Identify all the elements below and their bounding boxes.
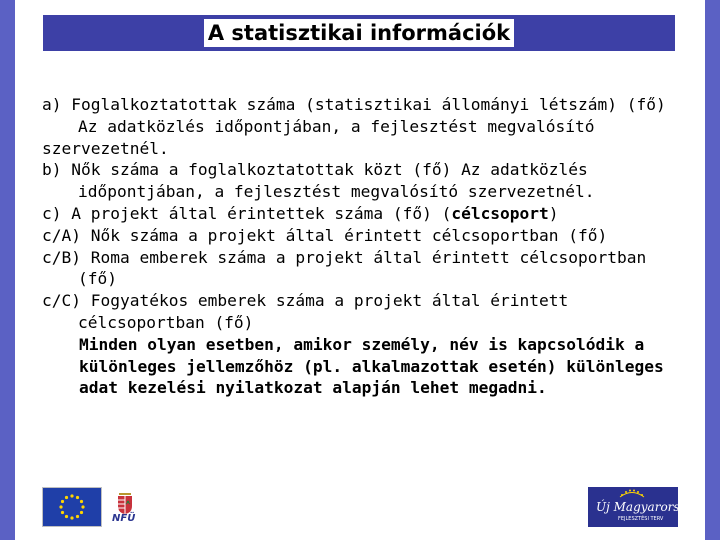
- footer: [42, 487, 701, 527]
- title-bar: [43, 15, 675, 51]
- list-item-c-text: c) A projekt által érintettek száma (fő) (: [42, 203, 452, 223]
- list-item-c: [42, 203, 682, 225]
- eu-flag-icon: [42, 487, 102, 527]
- note-text: Minden olyan esetben, amikor személy, név is kapcsolódik a különleges jellemzőhöz (pl. alkalmazottak esetén) különleges adat kezelési nyilatkozat alapján lehet megadni.: [79, 334, 664, 398]
- uj-magyarorszag-logo-icon: [588, 487, 701, 527]
- slide-title: A statisztikai információk: [204, 19, 514, 47]
- list-item-a: a) Foglalkoztatottak száma (statisztikai állományi létszám) (fő) Az adatközlés időpontjában, a fejlesztést megvalósító: [42, 95, 666, 136]
- slide: [15, 0, 705, 540]
- list-item-c-bold: célcsoport: [451, 203, 549, 223]
- list-item-b: b) Nők száma a foglalkoztatottak közt (fő) Az adatközlés időpontjában, a fejlesztést megvalósító szervezetnél.: [42, 160, 595, 202]
- slide-content: [42, 94, 682, 399]
- nfu-logo-text: NFÜ: [112, 513, 136, 524]
- list-item-c-end: ): [548, 203, 559, 223]
- fejlesztesi-terv-text: FEJLESZTÉSI TERV: [618, 516, 664, 522]
- list-item-c-b: c/B) Roma emberek száma a projekt által érintett célcsoportban (fő): [42, 247, 647, 289]
- list-item-c-a: c/A) Nők száma a projekt által érintett célcsoportban (fő): [42, 225, 608, 245]
- list-item-c-c: c/C) Fogyatékos emberek száma a projekt által érintett célcsoportban (fő): [42, 291, 569, 332]
- uj-magyarorszag-text: Új Magyarország: [596, 500, 701, 514]
- list-item-a-continuation: szervezetnél.: [42, 138, 169, 158]
